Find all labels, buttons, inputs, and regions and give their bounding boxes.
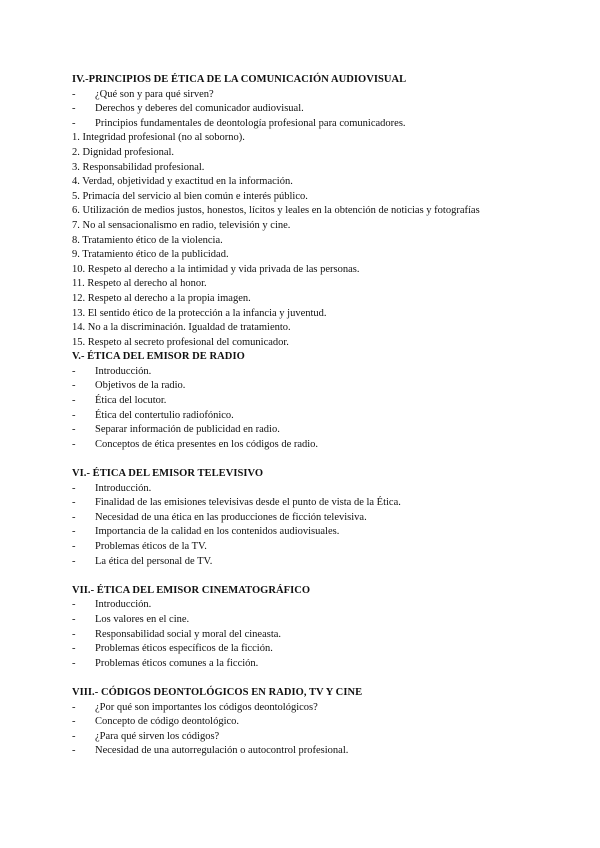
section-spacer: [72, 452, 532, 467]
numbered-item: 8. Tratamiento ético de la violencia.: [72, 234, 223, 246]
bullet-marker: -: [72, 365, 76, 377]
section-v: [72, 350, 532, 452]
section-heading: VI.- ÉTICA DEL EMISOR TELEVISIVO: [72, 468, 264, 480]
bullet-marker: -: [72, 409, 76, 421]
list-item: - ¿Qué son y para qué sirven?: [72, 88, 532, 103]
numbered-item: 3. Responsabilidad profesional.: [72, 161, 205, 173]
section-heading: VIII.- CÓDIGOS DEONTOLÓGICOS EN RADIO, TV Y CINE: [72, 686, 363, 698]
section-spacer: [72, 569, 532, 584]
bullet-marker: -: [72, 716, 76, 728]
list-item: - Introducción.: [72, 365, 532, 380]
bullet-marker: -: [72, 613, 76, 625]
document-body: [72, 73, 532, 759]
numbered-item: 7. No al sensacionalismo en radio, televisión y cine.: [72, 219, 291, 231]
numbered-item: 4. Verdad, objetividad y exactitud en la información.: [72, 176, 293, 188]
bullet-marker: -: [72, 380, 76, 392]
list-item: - La ética del personal de TV.: [72, 555, 532, 570]
list-item: - Ética del contertulio radiofónico.: [72, 409, 532, 424]
section-spacer: [72, 671, 532, 686]
list-item: - Principios fundamentales de deontología profesional para comunicadores.: [72, 117, 532, 132]
numbered-item: 9. Tratamiento ético de la publicidad.: [72, 249, 229, 261]
bullet-list: [72, 482, 532, 570]
list-item: - Importancia de la calidad en los contenidos audiovisuales.: [72, 525, 532, 540]
list-item: - Responsabilidad social y moral del cineasta.: [72, 628, 532, 643]
list-item: - Derechos y deberes del comunicador audiovisual.: [72, 102, 532, 117]
bullet-marker: -: [72, 628, 76, 640]
bullet-marker: -: [72, 511, 76, 523]
bullet-marker: -: [72, 599, 76, 611]
list-item: - Concepto de código deontológico.: [72, 715, 532, 730]
bullet-marker: -: [72, 730, 76, 742]
list-item: - Introducción.: [72, 598, 532, 613]
bullet-marker: -: [72, 482, 76, 494]
bullet-marker: -: [72, 643, 76, 655]
numbered-item: 14. No a la discriminación. Igualdad de tratamiento.: [72, 322, 291, 334]
numbered-item: 10. Respeto al derecho a la intimidad y vida privada de las personas.: [72, 263, 360, 275]
bullet-marker: -: [72, 497, 76, 509]
list-item: - Necesidad de una ética en las producciones de ficción televisiva.: [72, 511, 532, 526]
list-item: - Ética del locutor.: [72, 394, 532, 409]
numbered-item: 13. El sentido ético de la protección a la infancia y juventud.: [72, 307, 327, 319]
bullet-list: [72, 701, 532, 759]
bullet-marker: -: [72, 117, 76, 129]
bullet-marker: -: [72, 395, 76, 407]
section-vi: [72, 467, 532, 569]
list-item: - Separar información de publicidad en radio.: [72, 423, 532, 438]
list-item: - Conceptos de ética presentes en los códigos de radio.: [72, 438, 532, 453]
list-item: - Finalidad de las emisiones televisivas desde el punto de vista de la Ética.: [72, 496, 532, 511]
section-vii: [72, 584, 532, 672]
numbered-item: 2. Dignidad profesional.: [72, 146, 175, 158]
section-heading: VII.- ÉTICA DEL EMISOR CINEMATOGRÁFICO: [72, 584, 311, 596]
list-item: - ¿Para qué sirven los códigos?: [72, 730, 532, 745]
list-item: - Introducción.: [72, 482, 532, 497]
bullet-list: [72, 598, 532, 671]
bullet-marker: -: [72, 424, 76, 436]
list-item: - Problemas éticos específicos de la ficción.: [72, 642, 532, 657]
bullet-list: [72, 88, 532, 132]
bullet-marker: -: [72, 657, 76, 669]
list-item: - Problemas éticos de la TV.: [72, 540, 532, 555]
numbered-item: 5. Primacía del servicio al bien común e interés público.: [72, 190, 308, 202]
list-item: - Problemas éticos comunes a la ficción.: [72, 657, 532, 672]
list-item: - Objetivos de la radio.: [72, 379, 532, 394]
numbered-item: 6. Utilización de medios justos, honestos, lícitos y leales en la obtención de noticias y fotografías: [72, 205, 480, 217]
section-viii: [72, 686, 532, 759]
numbered-item: 12. Respeto al derecho a la propia imagen.: [72, 292, 251, 304]
section-heading: IV.-PRINCIPIOS DE ÉTICA DE LA COMUNICACIÓN AUDIOVISUAL: [72, 74, 407, 85]
bullet-marker: -: [72, 541, 76, 552]
bullet-list: [72, 365, 532, 453]
section-heading: V.- ÉTICA DEL EMISOR DE RADIO: [72, 351, 245, 363]
bullet-marker: -: [72, 745, 76, 757]
section-iv: [72, 73, 532, 350]
numbered-item: 1. Integridad profesional (no al soborno).: [72, 132, 245, 144]
bullet-marker: -: [72, 701, 76, 713]
numbered-item: 11. Respeto al derecho al honor.: [72, 278, 207, 290]
numbered-item: 15. Respeto al secreto profesional del comunicador.: [72, 336, 289, 348]
bullet-marker: -: [72, 103, 76, 115]
bullet-marker: -: [72, 438, 76, 450]
numbered-list: [72, 131, 532, 350]
bullet-marker: -: [72, 555, 76, 567]
bullet-marker: -: [72, 88, 76, 100]
list-item: - Los valores en el cine.: [72, 613, 532, 628]
list-item: - ¿Por qué son importantes los códigos deontológicos?: [72, 701, 532, 716]
list-item: - Necesidad de una autorregulación o autocontrol profesional.: [72, 744, 532, 759]
bullet-marker: -: [72, 526, 76, 538]
